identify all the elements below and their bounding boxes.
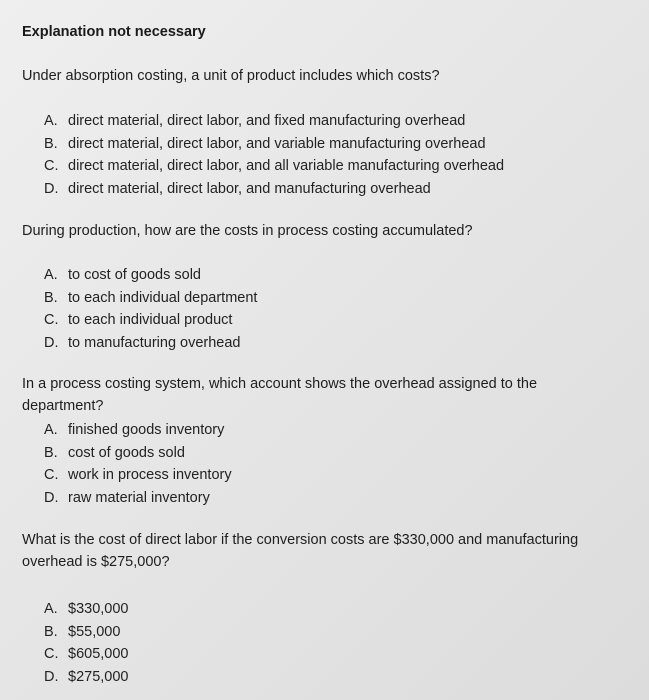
option-letter: C.: [44, 158, 59, 174]
q4-option-b[interactable]: [44, 621, 128, 644]
q2-option-c[interactable]: [44, 309, 257, 332]
option-text: to manufacturing overhead: [68, 334, 241, 351]
option-text: work in process inventory: [68, 467, 232, 483]
option-letter: D.: [44, 668, 59, 685]
q4-option-c[interactable]: [44, 643, 128, 666]
option-text: $275,000: [68, 668, 129, 685]
question-4-options: [44, 598, 128, 688]
q1-option-a[interactable]: [44, 110, 504, 133]
option-letter: A.: [44, 601, 58, 617]
option-text: $605,000: [68, 646, 129, 662]
q4-option-d[interactable]: [44, 666, 128, 689]
question-1-text: Under absorption costing, a unit of product includes which costs?: [22, 68, 440, 84]
option-letter: A.: [44, 422, 58, 438]
option-text: to each individual department: [68, 289, 258, 306]
q2-option-a[interactable]: [44, 264, 257, 287]
page-heading: Explanation not necessary: [22, 24, 206, 40]
option-text: $330,000: [68, 601, 129, 617]
option-text: direct material, direct labor, and variable manufacturing overhead: [68, 135, 486, 152]
option-letter: B.: [44, 444, 58, 461]
q1-option-c[interactable]: [44, 155, 504, 178]
option-letter: A.: [44, 267, 58, 283]
question-2-options: [44, 264, 257, 354]
question-2-text: During production, how are the costs in process costing accumulated?: [22, 223, 473, 239]
question-4-text: What is the cost of direct labor if the conversion costs are $330,000 and manufacturing overhead is $275,000?: [22, 532, 579, 570]
option-text: cost of goods sold: [68, 444, 185, 461]
q2-option-b[interactable]: [44, 287, 257, 310]
q1-option-b[interactable]: [44, 133, 504, 156]
option-letter: D.: [44, 180, 59, 197]
q3-option-d[interactable]: [44, 487, 232, 510]
option-letter: B.: [44, 289, 58, 306]
option-text: direct material, direct labor, and all variable manufacturing overhead: [68, 158, 505, 174]
option-letter: B.: [44, 135, 58, 152]
q3-option-a[interactable]: [44, 419, 232, 442]
option-text: to cost of goods sold: [68, 267, 201, 283]
q3-option-b[interactable]: [44, 442, 232, 465]
option-text: direct material, direct labor, and fixed manufacturing overhead: [68, 113, 466, 129]
option-text: $55,000: [68, 623, 121, 640]
question-3-options: [44, 419, 232, 509]
question-1-options: [44, 110, 504, 200]
option-text: raw material inventory: [68, 489, 210, 506]
option-text: to each individual product: [68, 312, 233, 328]
q2-option-d[interactable]: [44, 332, 257, 355]
option-letter: C.: [44, 467, 59, 483]
q4-option-a[interactable]: [44, 598, 128, 621]
option-letter: D.: [44, 489, 59, 506]
option-letter: B.: [44, 623, 58, 640]
option-letter: D.: [44, 334, 59, 351]
option-text: direct material, direct labor, and manufacturing overhead: [68, 180, 431, 197]
option-letter: C.: [44, 646, 59, 662]
q3-option-c[interactable]: [44, 464, 232, 487]
option-letter: C.: [44, 312, 59, 328]
question-3-text: In a process costing system, which account shows the overhead assigned to the department?: [22, 376, 538, 414]
q1-option-d[interactable]: [44, 178, 504, 201]
option-text: finished goods inventory: [68, 422, 225, 438]
option-letter: A.: [44, 113, 58, 129]
